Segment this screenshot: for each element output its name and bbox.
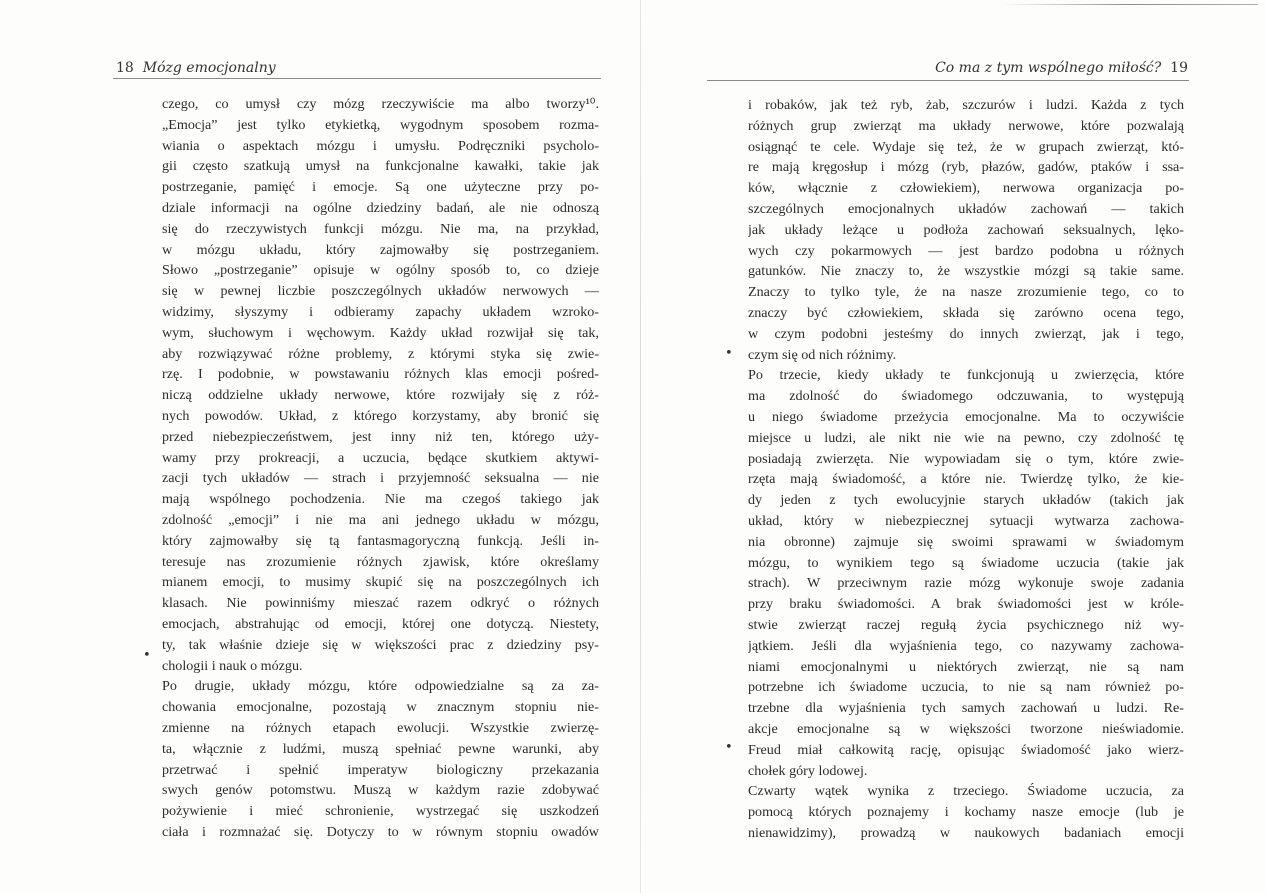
- text-line: wamy przy prokreacji, a uczucia, będące skutkiem aktywi-: [162, 449, 599, 466]
- text-line: Znaczy to tylko tyle, że na nasze zrozumienie tego, co to: [748, 284, 1184, 301]
- text-line: u niego świadome przeżycia emocjonalne. Ma to oczywiście: [748, 408, 1184, 425]
- text-line: niami emocjonalnymi u niektórych zwierząt, nie są nam: [748, 658, 1184, 675]
- text-line: rzę. I podobnie, w powstawaniu różnych klas emocji pośred-: [162, 366, 599, 383]
- text-line: jątkiem. Jeśli dla wyjaśnienia tego, co nazywamy zachowa-: [748, 637, 1184, 654]
- text-line: dy jeden z tych ewolucyjnie starych układów (takich jak: [748, 492, 1184, 509]
- text-line: widzimy, słyszymy i odbieramy zapachy układem wzroko-: [162, 303, 599, 320]
- text-line: znaczy być człowiekiem, składa się zarówno ocena tego,: [748, 304, 1184, 321]
- text-line: „Emocja” jest tylko etykietką, wygodnym sposobem rozma-: [162, 116, 599, 133]
- text-line: i robaków, jak też ryb, żab, szczurów i ludzi. Każda z tych: [748, 97, 1184, 113]
- text-line: Freud miał całkowitą rację, opisując świadomość jako wierz-: [748, 741, 1184, 758]
- text-line: osiągnąć te cele. Wydaje się też, że w grupach zwierząt, któ-: [748, 138, 1184, 155]
- text-line: chowania emocjonalne, pozostają w znacznym stopniu nie-: [162, 699, 599, 716]
- text-line: akcje emocjonalne są w większości tworzone nieświadomie.: [748, 720, 1184, 737]
- text-line: ty, tak właśnie dzieje się w większości prac z dziedziny psy-: [162, 636, 599, 653]
- text-line: przy braku świadomości. A brak świadomości jest w króle-: [748, 596, 1184, 613]
- bullet-marker: •: [725, 346, 733, 361]
- text-line: swych genów potomstwu. Muszą w każdym razie zdobywać: [162, 782, 599, 799]
- text-line: re mają kręgosłup i mózg (ryb, płazów, gadów, ptaków i ssa-: [748, 159, 1184, 176]
- text-line: układ, który w niebezpiecznej sytuacji wytwarza zachowa-: [748, 512, 1184, 529]
- text-line: nych powodów. Układ, z którego korzystamy, aby bronić się: [162, 407, 599, 424]
- text-line: przetrwać i spełnić imperatyw biologiczny przekazania: [162, 761, 599, 778]
- right-page-body: [748, 95, 1184, 844]
- text-line: w mózgu układu, który zajmowałby się postrzeganiem.: [162, 241, 599, 258]
- right-running-title: Co ma z tym wspólnego miłość?: [935, 60, 1162, 76]
- right-page-number: 19: [1170, 60, 1188, 76]
- text-line: zmienne na różnych etapach ewolucji. Wszystkie zwierzę-: [162, 719, 599, 736]
- text-line: mózgu, to wynikiem tego są świadome uczucia (takie jak: [748, 554, 1184, 571]
- left-header-rule: [113, 78, 601, 79]
- left-running-title: Mózg emocjonalny: [142, 60, 276, 76]
- right-page: [641, 0, 1266, 893]
- text-line: który zajmowałby się tą fantasmagoryczną funkcją. Jeśli in-: [162, 532, 599, 549]
- text-line: emocjach, abstrahując od emocji, której one dotyczą. Niestety,: [162, 615, 599, 632]
- text-line: czym się od nich różnimy.: [748, 346, 897, 363]
- text-line: czego, co umysł czy mózg rzeczywiście ma albo tworzy¹⁰.: [162, 96, 599, 112]
- text-line: ma zdolność do świadomego odczuwania, to występują: [748, 388, 1184, 405]
- text-line: gatunków. Nie znaczy to, że wszystkie mózgi są takie same.: [748, 263, 1184, 280]
- text-line: Po trzecie, kiedy układy te funkcjonują u zwierzęcia, które: [748, 367, 1184, 384]
- text-line: postrzeganie, pamięć i emocje. Są one użyteczne przy po-: [162, 179, 599, 196]
- text-line: zdolność „emocji” i nie ma ani jednego układu w mózgu,: [162, 511, 599, 528]
- right-page-header: [935, 60, 1188, 76]
- text-line: Po drugie, układy mózgu, które odpowiedzialne są za za-: [162, 678, 599, 695]
- text-line: trzebne dla wyjaśnienia tych samych zachowań u ludzi. Re-: [748, 700, 1184, 717]
- text-line: stwie zwierząt raczej regułą życia psychicznego niż wy-: [748, 616, 1184, 633]
- right-header-rule: [707, 80, 1189, 81]
- text-line: przed niebezpieczeństwem, jest inny niż ten, którego uży-: [162, 428, 599, 445]
- text-line: się w pewnej liczbie poszczególnych układów nerwowych —: [162, 283, 599, 300]
- text-line: teresuje nas zrozumienie różnych zjawisk, które określamy: [162, 553, 599, 570]
- text-line: w czym podobni jesteśmy do innych zwierząt, jak i tego,: [748, 325, 1184, 342]
- text-line: strach). W przeciwnym razie mózg wykonuje swoje zadania: [748, 575, 1184, 592]
- text-line: mają wspólnego pochodzenia. Nie ma czegoś takiego jak: [162, 491, 599, 508]
- text-line: wiania o aspektach mózgu i umysłu. Podręczniki psycholo-: [162, 137, 599, 154]
- bullet-marker: •: [143, 648, 151, 663]
- text-line: pomocą których poznajemy i kochamy nasze emocje (lub je: [748, 804, 1184, 821]
- left-page-body: [162, 94, 599, 843]
- text-line: mianem emocji, to musimy skupić się na poszczególnych ich: [162, 574, 599, 591]
- text-line: Czwarty wątek wynika z trzeciego. Świadome uczucia, za: [748, 783, 1184, 800]
- text-line: ta, włącznie z ludźmi, muszą spełniać pewne warunki, aby: [162, 740, 599, 757]
- text-line: jak układy leżące u podłoża zachowań seksualnych, lęko-: [748, 221, 1184, 238]
- text-line: potrzebne ich świadome uczucia, to nie są nam również po-: [748, 679, 1184, 696]
- text-line: różnych grup zwierząt ma układy nerwowe, które pozwalają: [748, 117, 1184, 134]
- left-page-header: [116, 60, 276, 76]
- text-line: klasach. Nie powinniśmy mieszać razem odkryć o różnych: [162, 595, 599, 612]
- text-line: ciała i rozmnażać się. Dotyczy to w równym stopniu owadów: [162, 823, 599, 840]
- text-line: nia obronne) zajmuje się swoimi sprawami w świadomym: [748, 533, 1184, 550]
- text-line: niczą oddzielne układy nerwowe, które rozwijały się z róż-: [162, 387, 599, 404]
- text-line: gii często szatkują umysł na funkcjonalne kawałki, takie jak: [162, 158, 599, 175]
- text-line: miejsce u ludzi, ale nikt nie wie na pewno, czy zdolność tę: [748, 429, 1184, 446]
- text-line: posiadają zwierzęta. Nie wypowiadam się o tym, które zwie-: [748, 450, 1184, 467]
- text-line: zacji tych układów — strach i przyjemność seksualna — nie: [162, 470, 599, 487]
- text-line: Słowo „postrzeganie” opisuje w ogólny sposób to, co dzieje: [162, 262, 599, 279]
- text-line: chołek góry lodowej.: [748, 762, 868, 779]
- text-line: wym, słuchowym i węchowym. Każdy układ rozwijał się tak,: [162, 324, 599, 341]
- text-line: chologii i nauk o mózgu.: [162, 657, 303, 674]
- text-line: dziale informacji na ogólne dziedziny badań, ale nie odnoszą: [162, 199, 599, 216]
- text-line: pożywienie i mieć schronienie, wystrzegać się uszkodzeń: [162, 803, 599, 820]
- text-line: szczególnych emocjonalnych układów zachowań — takich: [748, 200, 1184, 217]
- text-line: wych czy pokarmowych — jest bardzo podobna u różnych: [748, 242, 1184, 259]
- text-line: się do rzeczywistych funkcji mózgu. Nie ma, na przykład,: [162, 220, 599, 237]
- left-page-number: 18: [116, 60, 134, 76]
- bullet-marker: •: [725, 740, 733, 755]
- text-line: aby rozwiązywać różne problemy, z którymi styka się zwie-: [162, 345, 599, 362]
- text-line: ków, włącznie z człowiekiem), nerwowa organizacja po-: [748, 180, 1184, 197]
- text-line: nienawidzimy), prowadzą w naukowych badaniach emocji: [748, 824, 1184, 841]
- text-line: rzęta mają świadomość, a które nie. Twierdzę tylko, że kie-: [748, 471, 1184, 488]
